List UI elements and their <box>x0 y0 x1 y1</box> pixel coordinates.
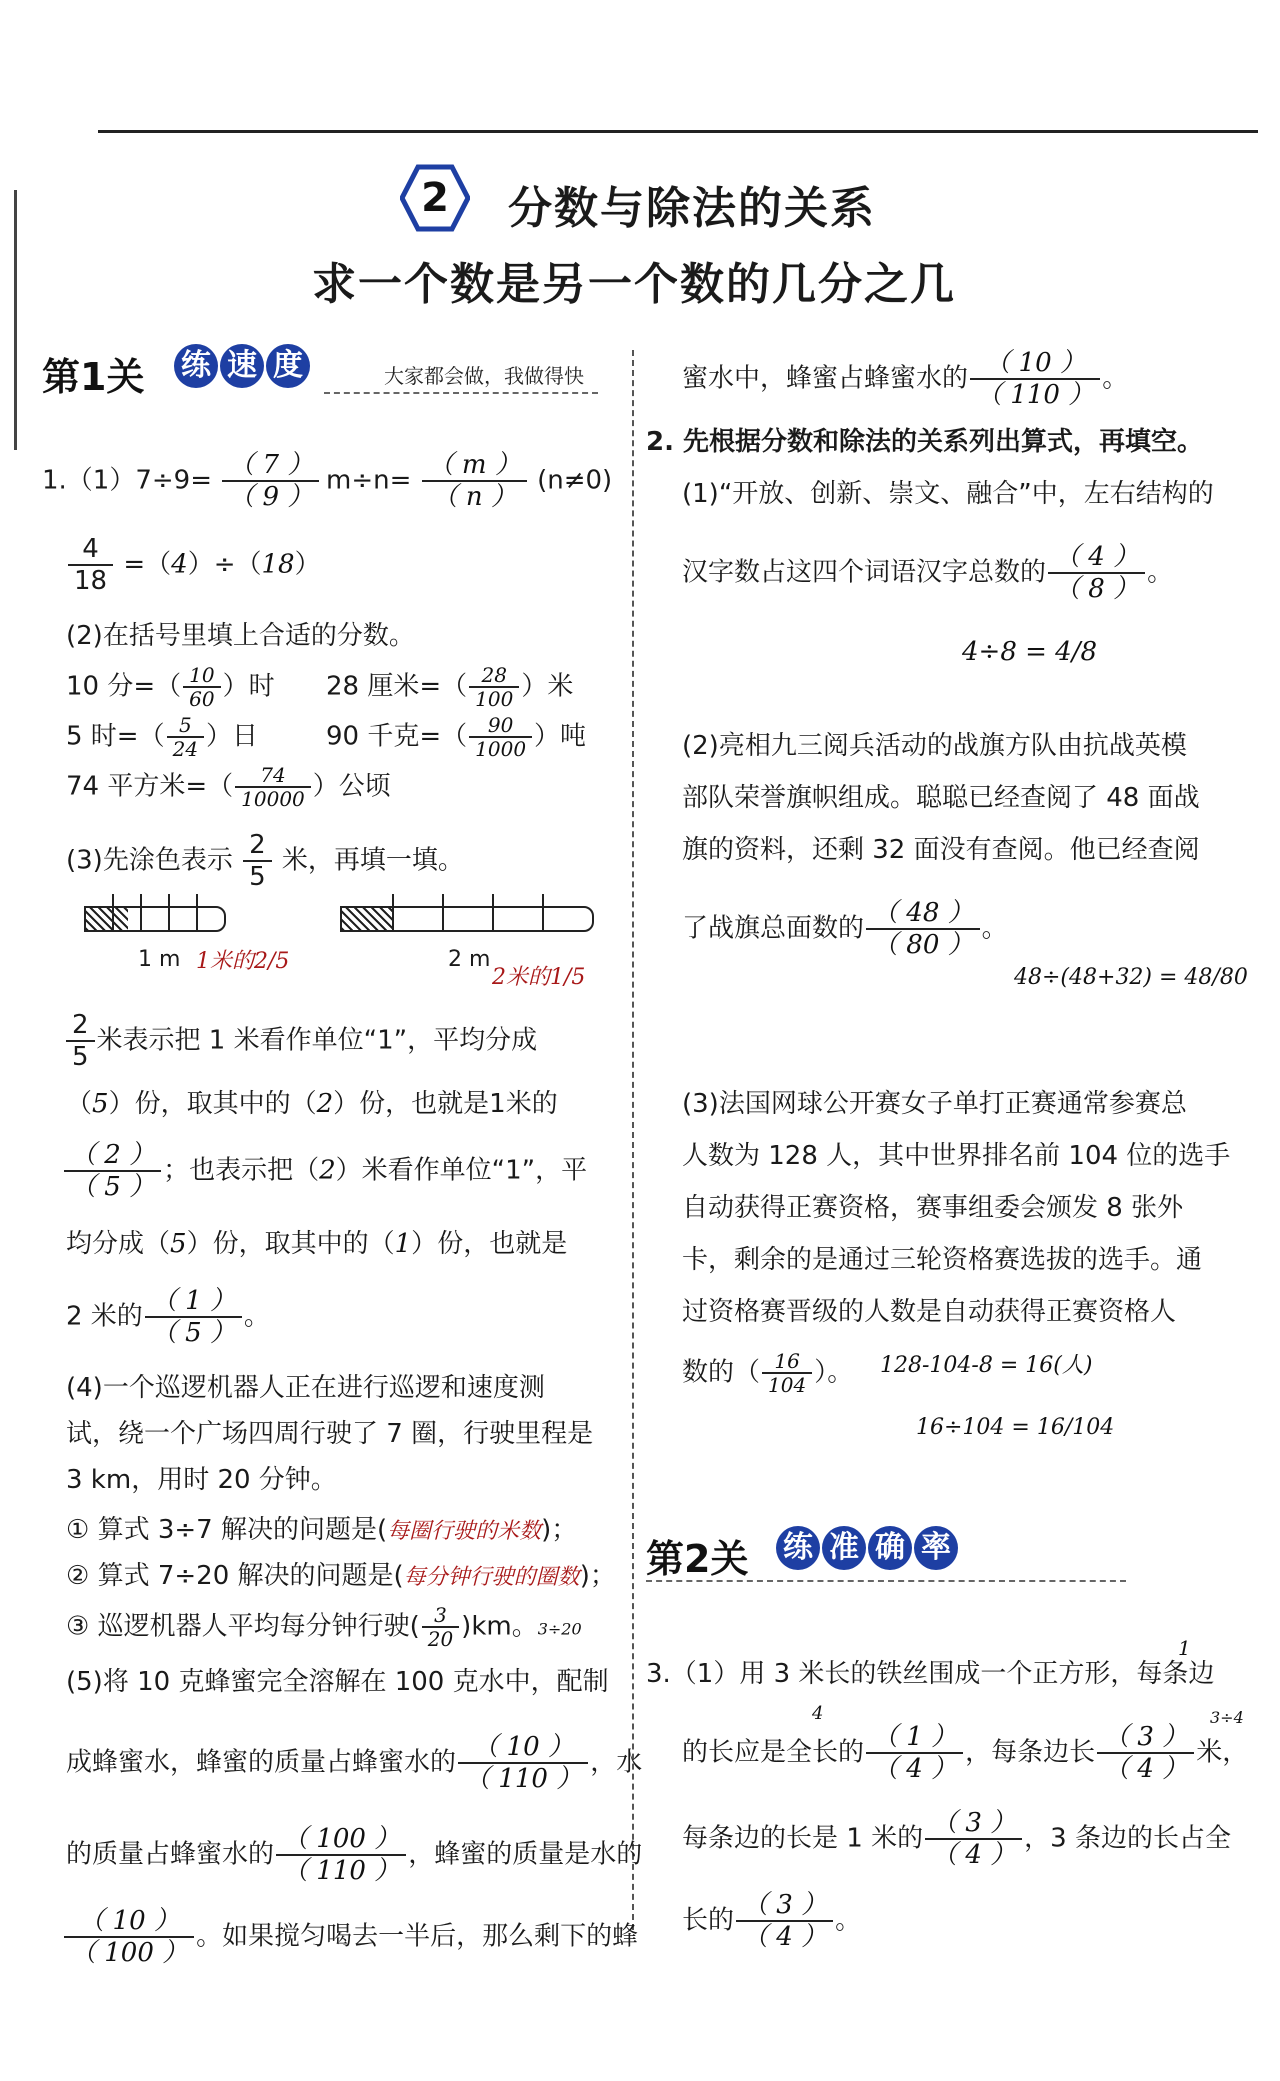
q1-part1c-eq: =（ <box>123 549 172 580</box>
q1-part3-ans-d: 2 <box>319 1155 336 1186</box>
q2-part3-line1: (3)法国网球公开赛女子单打正赛通常参赛总 <box>682 1089 1187 1119</box>
right-continuation-post: 。 <box>1102 363 1129 394</box>
q1-part1b <box>326 450 612 512</box>
q1-part2-item-2-answer: $\frac{28}{100}$ <box>469 664 519 710</box>
q1-part2-item-3-post: ）日 <box>206 721 259 752</box>
q1-part1-answer-num: 7 <box>262 450 280 480</box>
q3-mark-1: 1 <box>1178 1636 1191 1660</box>
q2-part2-work: 48÷(48+32) = 48/80 <box>1014 965 1248 990</box>
q2-part1-answer: $\frac{( 4 )}{( 8 )}$ <box>1048 542 1145 604</box>
q1-part2-item-4-pre: 90 千克=（ <box>326 721 468 752</box>
column-divider <box>632 350 634 1930</box>
q1-part3-ans-b: 2 <box>316 1089 334 1119</box>
ruler-2m-label: 2 m <box>448 947 491 972</box>
q1-part5-ans-c: $\frac{( 10 )}{( 100 )}$ <box>64 1906 194 1968</box>
q3-mark-2: 4 <box>812 1703 824 1724</box>
q1-part3-ans-c: $\frac{( 2 )}{( 5 )}$ <box>64 1140 161 1202</box>
q2-part3-line6: 数的（ $\frac{16}{104}$ ）。 <box>682 1349 854 1397</box>
q1-part4-item-2-post: )； <box>579 1561 616 1591</box>
q1-part4-item-3-pre: ③ 巡逻机器人平均每分钟行驶( <box>66 1611 420 1642</box>
q1-part3-text-2: 份，取其中的 <box>134 1089 291 1119</box>
q1-part3-text-4: ；也表示把 <box>163 1155 294 1186</box>
q2-part2-line4: 了战旗总面数的 $\frac{( 48 )}{( 80 )}$ 。 <box>682 898 1008 960</box>
q1-part1-label: 1.（1）7÷9= <box>42 465 213 496</box>
lesson-number-badge <box>400 163 470 233</box>
q1-part3-line1-fraction: $\frac{2}{5}$ <box>66 1010 95 1072</box>
section1-underline <box>324 392 598 394</box>
q1-part3-line5: 2 米的 $\frac{( 1 )}{( 5 )}$ 。 <box>66 1286 270 1348</box>
right-continuation-answer: $\frac{( 10 )}{( 110 )}$ <box>970 348 1100 410</box>
q1-part3-ans-g: $\frac{( 1 )}{( 5 )}$ <box>145 1286 242 1348</box>
q1-part4-item-2-pre: ② 算式 7÷20 解决的问题是( <box>66 1561 404 1591</box>
q3-text-6: ，3 条边的长占全 <box>1024 1823 1231 1854</box>
ruler-2m <box>340 906 594 932</box>
q2-part3-line4: 卡，剩余的是通过三轮资格赛选拔的选手。通 <box>682 1245 1203 1275</box>
q1-part1c-end: ） <box>294 549 321 580</box>
q1-part1c-mid: ）÷（ <box>187 549 262 580</box>
q1-part2-item-5-answer: $\frac{74}{10000}$ <box>235 764 311 810</box>
q1-part1c <box>66 534 321 596</box>
q1-part3-text-7: 份，取其中的 <box>212 1229 369 1259</box>
q1-part4-item-1-pre: ① 算式 3÷7 解决的问题是( <box>66 1515 388 1545</box>
top-rule <box>98 130 1258 133</box>
q1-part4-line3: 3 km，用时 20 分钟。 <box>66 1465 337 1495</box>
q2-part3-answer: $\frac{16}{104}$ <box>762 1350 812 1396</box>
q1-part4-item-2 <box>66 1558 616 1596</box>
q1-part3-fraction: $\frac{2}{5}$ <box>243 830 272 892</box>
q1-part1b-answer-num: m <box>461 450 487 480</box>
ruler-1m-label: 1 m <box>138 947 181 972</box>
q1-part1c-fraction <box>68 534 113 596</box>
q1-part3-text-6: 均分成 <box>66 1229 145 1259</box>
section1-label: 第1关 <box>42 355 145 399</box>
q1-part2-item-4 <box>326 714 586 760</box>
q1-part2-item-1 <box>66 664 275 710</box>
q2-part2-text: 了战旗总面数的 <box>682 913 865 944</box>
section2-badges <box>776 1526 960 1570</box>
q2-part1-line1: (1)“开放、创新、崇文、融合”中，左右结构的 <box>682 479 1214 509</box>
q1-part2-label: (2)在括号里填上合适的分数。 <box>66 621 415 651</box>
q3-line1: 3.（1）用 3 米长的铁丝围成一个正方形，每条边 <box>646 1659 1215 1689</box>
q3-ans-a: $\frac{( 1 )}{( 4 )}$ <box>866 1722 963 1784</box>
ruler-1m-note: 1米的2/5 <box>196 949 290 974</box>
q2-part2-answer: $\frac{( 48 )}{( 80 )}$ <box>866 898 980 960</box>
q2-part3-line2: 人数为 128 人，其中世界排名前 104 位的选手 <box>682 1141 1231 1171</box>
ruler-2m-shade <box>342 908 392 930</box>
section1-badge-1: 练 <box>174 344 218 388</box>
q3-ans-c: $\frac{( 3 )}{( 4 )}$ <box>925 1808 1022 1870</box>
section2-underline <box>646 1580 1126 1582</box>
section2-badge-1: 练 <box>776 1526 820 1570</box>
q1-part3-line2: （5）份，取其中的（2）份，也就是1米的 <box>66 1089 558 1119</box>
q1-part5-line4 <box>62 1906 638 1968</box>
q1-part4-item-1-post: )； <box>541 1515 578 1545</box>
q1-part5-ans-a: $\frac{( 10 )}{( 110 )}$ <box>458 1732 588 1794</box>
q2-label: 2. 先根据分数和除法的关系列出算式，再填空。 <box>646 427 1204 457</box>
section2-badge-4: 率 <box>914 1526 958 1570</box>
q1-part1b-answer: $\frac{( m )}{( n )}$ <box>422 450 527 512</box>
q1-part4-item-3-post: )km。 <box>461 1611 538 1642</box>
q1-part2-item-4-answer: $\frac{90}{1000}$ <box>469 714 532 760</box>
section2-label: 第2关 <box>646 1537 749 1581</box>
q1-part2-item-2-pre: 28 厘米=（ <box>326 671 468 702</box>
q1-part1-answer: $\frac{( 7 )}{( 9 )}$ <box>222 450 319 512</box>
left-margin-bar <box>14 190 17 450</box>
q1-part1c-answer2: 18 <box>261 549 295 580</box>
right-continuation-text: 蜜水中，蜂蜜占蜂蜜水的 <box>682 363 969 394</box>
q1-part1b-label: m÷n= <box>326 465 412 496</box>
section1-badges <box>174 344 312 388</box>
q1-part2-item-2-post: ）米 <box>521 671 574 702</box>
q1-part5-line1: (5)将 10 克蜂蜜完全溶解在 100 克水中，配制 <box>66 1667 609 1697</box>
section2-badge-3: 确 <box>868 1526 912 1570</box>
q1-part3-label-post: 米，再填一填。 <box>281 845 464 876</box>
q3-text-2: 的长应是全长的 <box>682 1737 865 1768</box>
q3-line3 <box>682 1808 1231 1870</box>
q2-part1-text: 汉字数占这四个词语汉字总数的 <box>682 557 1047 588</box>
q1-part3-ans-f: 1 <box>394 1229 412 1259</box>
q3-line2 <box>682 1722 1248 1784</box>
q1-part3-line1 <box>64 1010 537 1072</box>
q1-part3-text-5: 米看作单位“1”，平 <box>361 1155 588 1186</box>
q1-part2-item-3-pre: 5 时=（ <box>66 721 165 752</box>
q2-part3-work1: 128-104-8 = 16(人) <box>880 1353 1093 1378</box>
q1-part3-label <box>66 830 464 892</box>
q1-part5-text-5: ，蜂蜜的质量是水的 <box>408 1839 643 1870</box>
section1-badge-3: 度 <box>266 344 310 388</box>
q1-part3-ans-a: 5 <box>92 1089 109 1119</box>
q1-part2-item-3-answer: $\frac{5}{24}$ <box>167 714 204 760</box>
q2-part1-line2: 汉字数占这四个词语汉字总数的 $\frac{( 4 )}{( 8 )}$ 。 <box>682 542 1174 604</box>
q1-part4-item-1-answer: 每圈行驶的米数 <box>387 1519 542 1544</box>
q1-part2-item-3 <box>66 714 258 760</box>
q1-part3-text-8: 份，也就是 <box>437 1229 568 1259</box>
q1-part5-ans-b: $\frac{( 100 )}{( 110 )}$ <box>276 1824 406 1886</box>
q3-text-3: ，每条边长 <box>965 1737 1096 1768</box>
q3-ans-d: $\frac{( 3 )}{( 4 )}$ <box>736 1890 833 1952</box>
q1-part3-text-9: 2 米的 <box>66 1301 143 1332</box>
q1-part1c-den: 18 <box>74 566 108 596</box>
q1-part2-item-5-post: ）公顷 <box>312 771 391 802</box>
section1-badge-2: 速 <box>220 344 264 388</box>
section2-badge-2: 准 <box>822 1526 866 1570</box>
q1-part5-text-3: ，水 <box>590 1747 643 1778</box>
q3-line4: 长的 $\frac{( 3 )}{( 4 )}$ 。 <box>682 1890 862 1952</box>
q3-ans-b: $\frac{( 3 )}{( 4 )}$ <box>1097 1722 1194 1784</box>
q1-part1c-answer1: 4 <box>171 549 188 580</box>
q1-part2-item-1-answer: $\frac{10}{60}$ <box>183 664 220 710</box>
q1-part5-text-2: 成蜂蜜水，蜂蜜的质量占蜂蜜水的 <box>66 1747 457 1778</box>
q1-part2-item-5-pre: 74 平方米=（ <box>66 771 234 802</box>
q1-part5-text-4: 的质量占蜂蜜水的 <box>66 1839 275 1870</box>
q1-part3-line4: 均分成（5）份，取其中的（1）份，也就是 <box>66 1229 568 1259</box>
q1-part4-item-3-answer: $\frac{3}{20}$ <box>422 1604 459 1650</box>
page-subtitle: 求一个数是另一个数的几分之几 <box>312 259 956 310</box>
lesson-number: 2 <box>421 175 449 221</box>
ruler-1m <box>84 906 226 932</box>
ruler-2m-note: 2米的1/5 <box>492 965 586 990</box>
q2-part2-line2: 部队荣誉旗帜组成。聪聪已经查阅了 48 面战 <box>682 783 1200 813</box>
q1-part2-item-5 <box>66 764 391 810</box>
q1-part1-answer-den: 9 <box>262 482 280 512</box>
q1-part2-item-2 <box>326 664 573 710</box>
q2-part1-work: 4÷8 = 4/8 <box>962 637 1098 667</box>
q3-text-7: 长的 <box>682 1905 735 1936</box>
q3-text-4: 米， <box>1196 1737 1249 1768</box>
q1-part1b-condition: (n≠0) <box>537 465 613 496</box>
page-title: 分数与除法的关系 <box>508 183 876 234</box>
q2-part2-line3: 旗的资料，还剩 32 面没有查阅。他已经查阅 <box>682 835 1200 865</box>
q2-part3-work2: 16÷104 = 16/104 <box>916 1415 1115 1440</box>
q1-part1b-answer-den: n <box>465 482 483 512</box>
q1-part1 <box>42 450 321 512</box>
q1-part3-label-pre: (3)先涂色表示 <box>66 845 233 876</box>
right-continuation <box>682 348 1128 410</box>
q1-part3-line3: $\frac{( 2 )}{( 5 )}$ ；也表示把（2）米看作单位“1”，平 <box>62 1140 587 1202</box>
q1-part5-line2 <box>66 1732 642 1794</box>
q1-part3-text-3: 份，也就是1米的 <box>359 1089 558 1119</box>
ruler-1m-shade <box>86 908 128 930</box>
q2-part2-line1: (2)亮相九三阅兵活动的战旗方队由抗战英模 <box>682 731 1187 761</box>
q1-part4-item-2-answer: 每分钟行驶的圈数 <box>403 1565 580 1590</box>
section1-note: 大家都会做，我做得快 <box>384 364 584 388</box>
q1-part5-line3 <box>66 1824 642 1886</box>
q1-part4-line1: (4)一个巡逻机器人正在进行巡逻和速度测 <box>66 1373 545 1403</box>
q2-part3-text: 数的 <box>682 1357 735 1388</box>
q1-part4-item-1 <box>66 1512 577 1550</box>
q3-text-5: 每条边的长是 1 米的 <box>682 1823 924 1854</box>
q1-part3-text-1: 米表示把 1 米看作单位“1”，平均分成 <box>96 1025 538 1056</box>
q1-part2-item-4-post: ）吨 <box>534 721 587 752</box>
q3-mark-3: 3÷4 <box>1210 1708 1244 1727</box>
q1-part5-text-6: 。如果搅匀喝去一半后，那么剩下的蜂 <box>196 1921 639 1952</box>
q2-part3-line3: 自动获得正赛资格，赛事组委会颁发 8 张外 <box>682 1193 1184 1223</box>
q1-part1c-num: 4 <box>68 534 113 566</box>
q1-part2-item-1-pre: 10 分=（ <box>66 671 182 702</box>
q1-part4-item-3 <box>66 1604 582 1650</box>
q1-part2-item-1-post: ）时 <box>222 671 275 702</box>
q1-part4-item-3-note: 3÷20 <box>537 1619 582 1639</box>
q2-part3-line5: 过资格赛晋级的人数是自动获得正赛资格人 <box>682 1297 1177 1327</box>
q1-part4-line2: 试，绕一个广场四周行驶了 7 圈，行驶里程是 <box>66 1419 594 1449</box>
q1-part3-ans-e: 5 <box>170 1229 187 1259</box>
